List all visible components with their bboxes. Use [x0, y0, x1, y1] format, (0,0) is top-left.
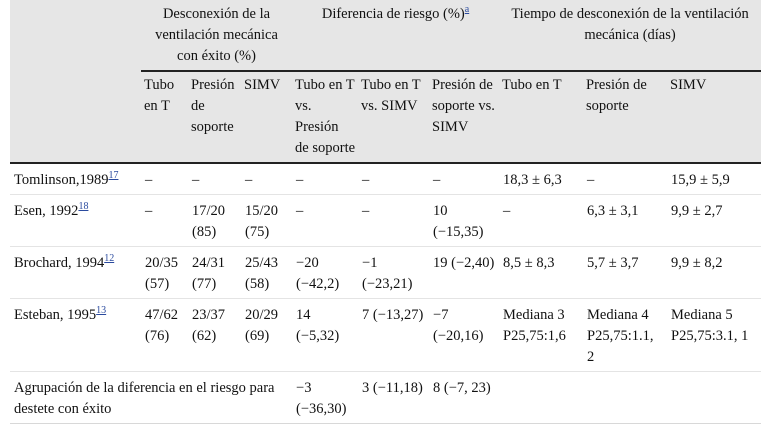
- header-empty-cell: [10, 0, 141, 71]
- data-cell: 5,7 ± 3,7: [583, 247, 667, 299]
- study-cell: [10, 195, 141, 247]
- sub-header-cell: Presión de soporte: [188, 71, 241, 163]
- study-name: Esen, 1992: [14, 203, 79, 219]
- data-cell: –: [358, 163, 429, 195]
- study-name: Brochard, 1994: [14, 255, 105, 271]
- sub-header-cell: SIMV: [667, 71, 761, 163]
- data-cell: 24/31 (77): [188, 247, 241, 299]
- data-cell: 9,9 ± 8,2: [667, 247, 761, 299]
- footnote-a-link[interactable]: a: [464, 4, 470, 15]
- data-cell: 20/35 (57): [141, 247, 188, 299]
- study-cell: [10, 163, 141, 195]
- data-cell: 7 (−13,27): [358, 299, 429, 372]
- reference-link[interactable]: 13: [96, 305, 107, 316]
- data-cell: 6,3 ± 3,1: [583, 195, 667, 247]
- sub-header-cell: Tubo en T vs. Presión de soporte: [292, 71, 358, 163]
- data-cell: 18,3 ± 6,3: [499, 163, 583, 195]
- pooled-label: Agrupación de la diferencia en el riesgo para destete con éxito: [10, 372, 292, 424]
- data-cell: 8,5 ± 8,3: [499, 247, 583, 299]
- table-row: [10, 299, 761, 372]
- data-cell: 14 (−5,32): [292, 299, 358, 372]
- header-group-time: Tiempo de desconexión de la ventilación mecánica (días): [499, 0, 761, 71]
- sub-header-cell: Tubo en T vs. SIMV: [358, 71, 429, 163]
- data-cell: –: [188, 163, 241, 195]
- data-cell: –: [241, 163, 292, 195]
- reference-link[interactable]: 18: [78, 201, 89, 212]
- table-row: [10, 195, 761, 247]
- table-row: [10, 163, 761, 195]
- data-cell: 23/37 (62): [188, 299, 241, 372]
- sub-header-cell: Presión de soporte: [583, 71, 667, 163]
- data-cell: Mediana 4 P25,75:1.1, 2: [583, 299, 667, 372]
- data-cell: 15,9 ± 5,9: [667, 163, 761, 195]
- data-cell: −20 (−42,2): [292, 247, 358, 299]
- data-cell: 10 (−15,35): [429, 195, 499, 247]
- header-group-success: Desconexión de la ventilación mecánica con éxito (%): [141, 0, 292, 71]
- sub-header-cell: Presión de soporte vs. SIMV: [429, 71, 499, 163]
- weaning-results-table: [10, 0, 761, 424]
- data-cell: –: [429, 163, 499, 195]
- table-row: [10, 247, 761, 299]
- data-cell: Mediana 5 P25,75:3.1, 1: [667, 299, 761, 372]
- study-name: Tomlinson,1989: [14, 172, 109, 188]
- data-cell: –: [292, 163, 358, 195]
- data-cell: 15/20 (75): [241, 195, 292, 247]
- data-cell: 20/29 (69): [241, 299, 292, 372]
- data-cell: Mediana 3 P25,75:1,6: [499, 299, 583, 372]
- header-group-risk-difference: [292, 0, 499, 71]
- data-cell: 19 (−2,40): [429, 247, 499, 299]
- data-cell: 8 (−7, 23): [429, 372, 499, 424]
- data-cell: –: [358, 195, 429, 247]
- data-cell: 17/20 (85): [188, 195, 241, 247]
- data-cell: –: [499, 195, 583, 247]
- data-cell: –: [292, 195, 358, 247]
- sub-header-cell: SIMV: [241, 71, 292, 163]
- data-cell: 47/62 (76): [141, 299, 188, 372]
- data-cell: –: [141, 163, 188, 195]
- data-cell: −3 (−36,30): [292, 372, 358, 424]
- data-cell: −7 (−20,16): [429, 299, 499, 372]
- data-cell: −1 (−23,21): [358, 247, 429, 299]
- reference-link[interactable]: 12: [104, 253, 115, 264]
- study-cell: [10, 247, 141, 299]
- study-cell: [10, 299, 141, 372]
- header-row-sub: [10, 71, 761, 163]
- reference-link[interactable]: 17: [108, 170, 119, 181]
- header-row-groups: [10, 0, 761, 71]
- data-cell: –: [583, 163, 667, 195]
- sub-header-cell: Tubo en T: [499, 71, 583, 163]
- header-group-risk-difference-label: Diferencia de riesgo (%): [321, 6, 465, 22]
- header-empty-cell-2: [10, 71, 141, 163]
- data-cell: 25/43 (58): [241, 247, 292, 299]
- data-cell: 9,9 ± 2,7: [667, 195, 761, 247]
- sub-header-cell: Tubo en T: [141, 71, 188, 163]
- study-name: Esteban, 1995: [14, 307, 97, 323]
- data-cell: –: [141, 195, 188, 247]
- data-cell: 3 (−11,18): [358, 372, 429, 424]
